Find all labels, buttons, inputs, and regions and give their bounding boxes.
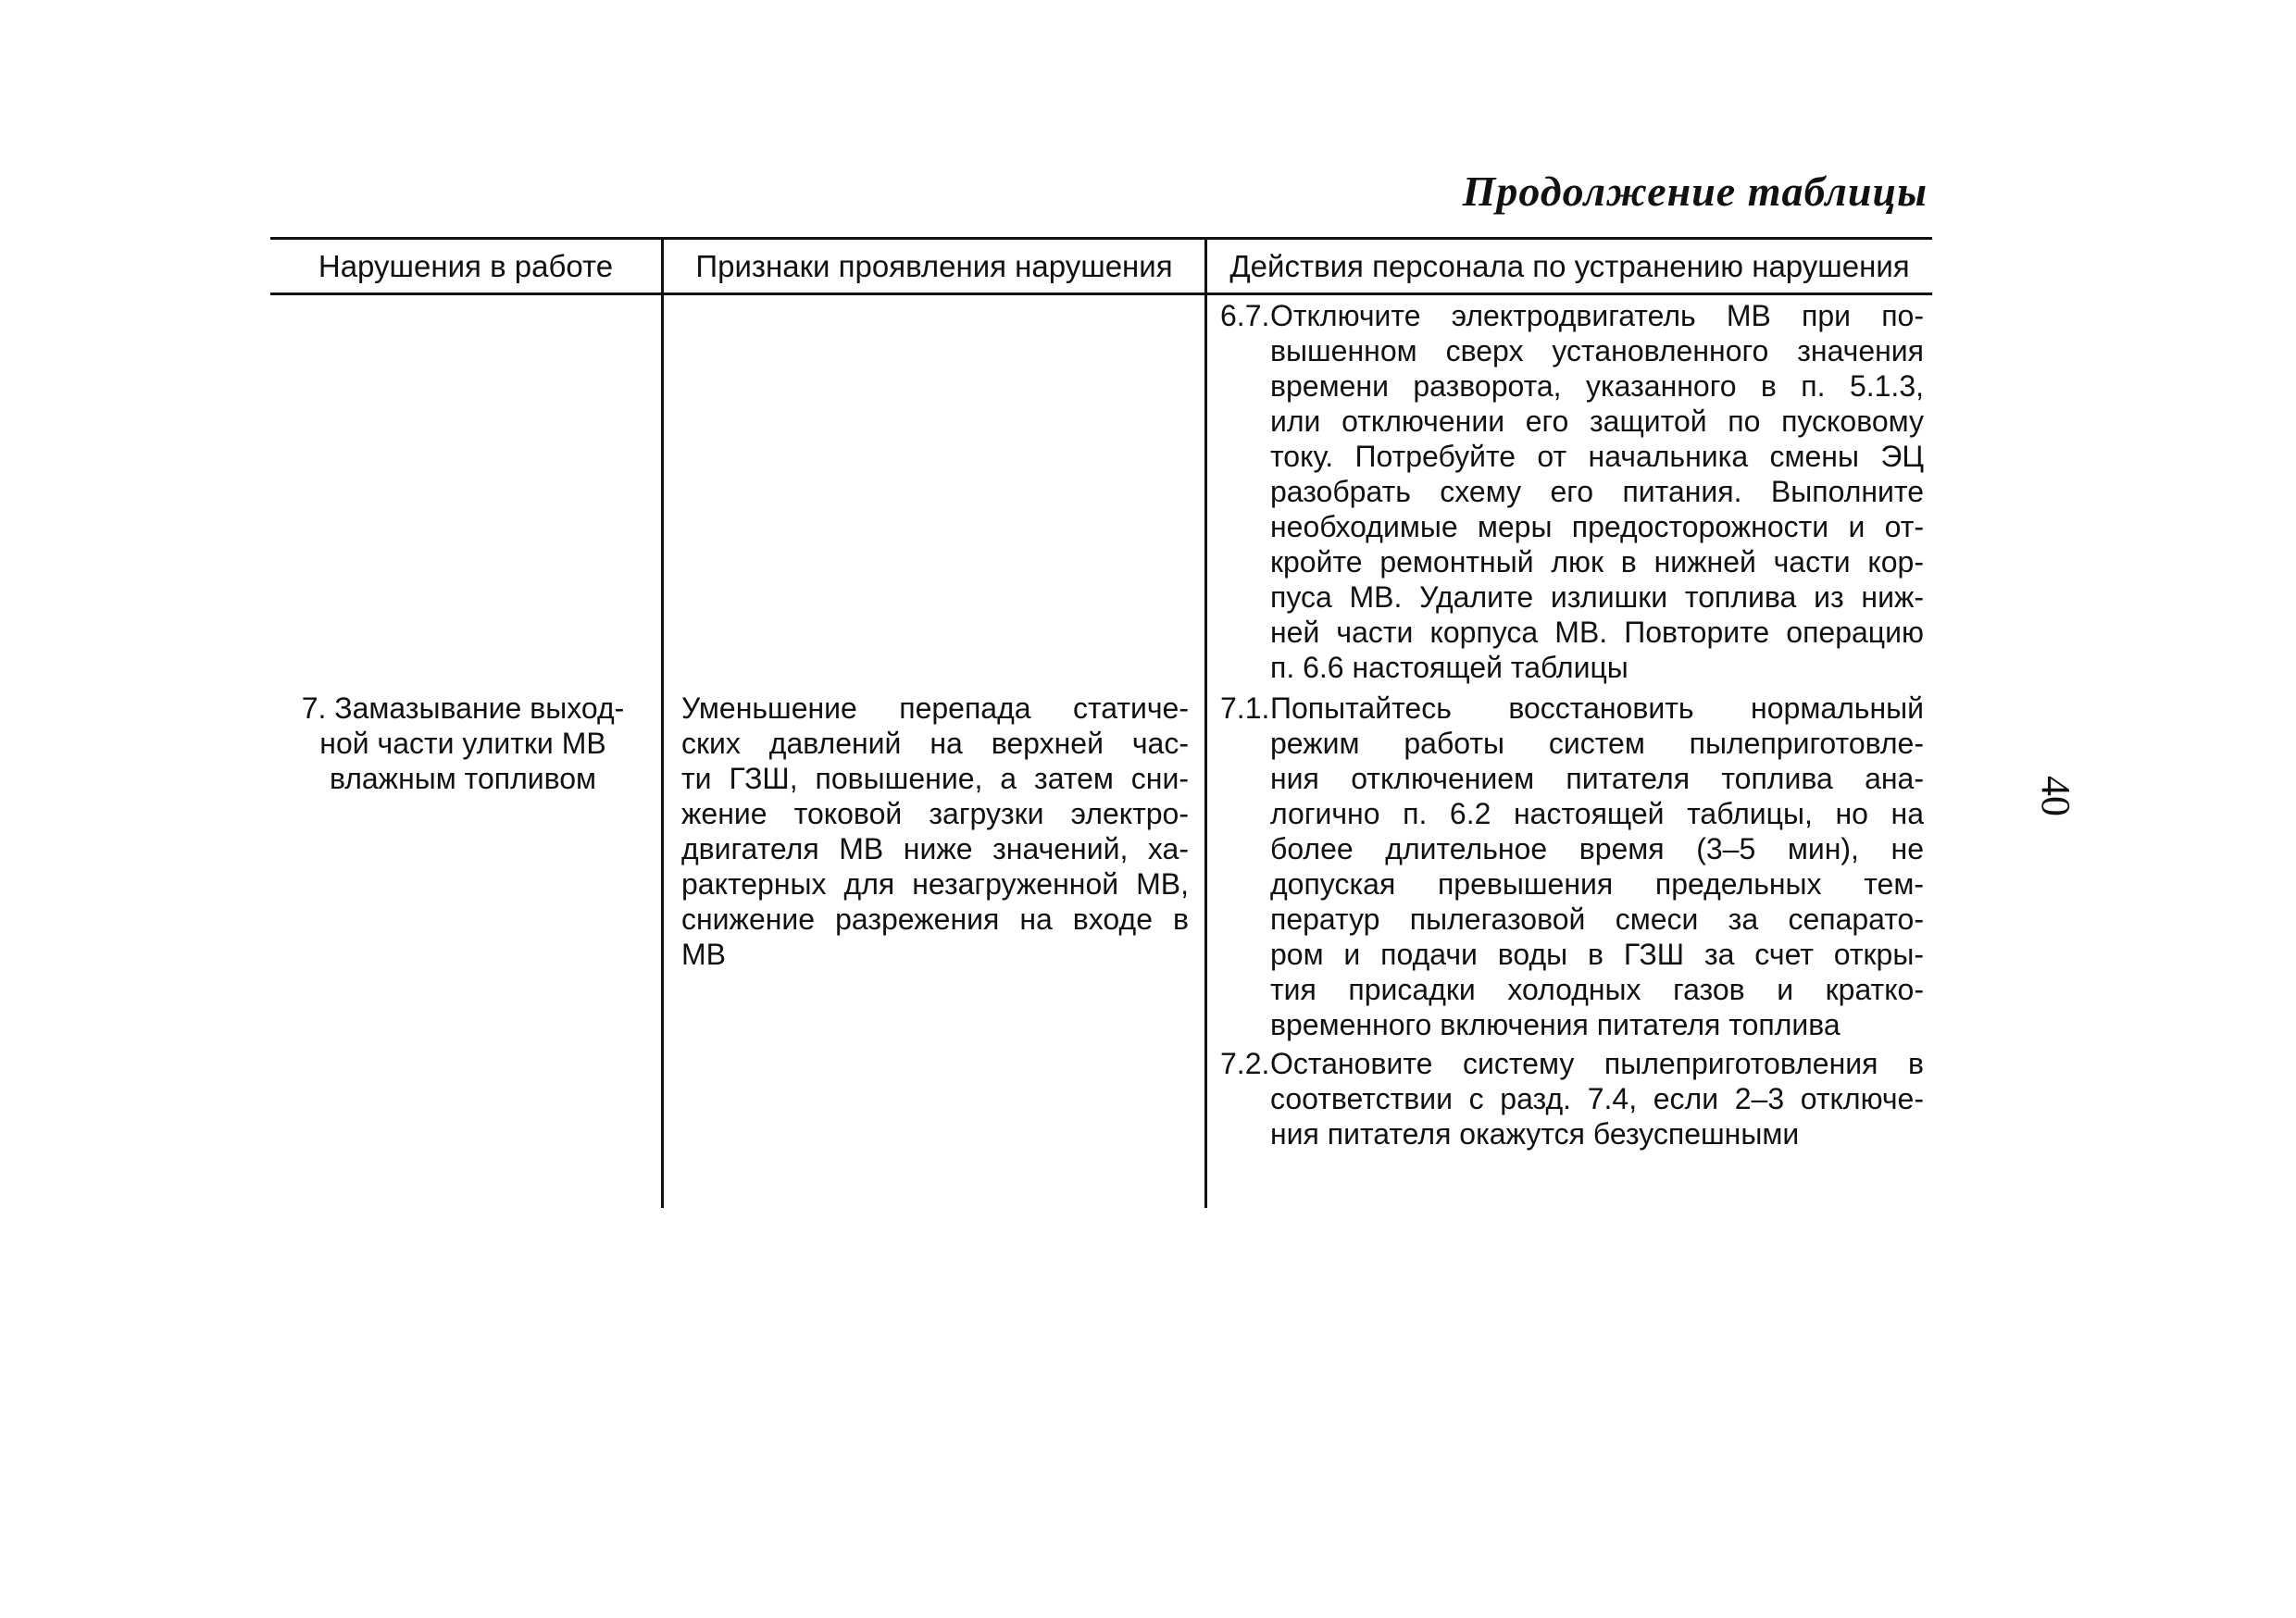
action-line: разобрать схему его питания. Выполните (1270, 475, 1924, 508)
violation-line: влажным топливом (329, 762, 597, 795)
signs-line: ских давлений на верхней час- (681, 727, 1189, 760)
violation-cell (278, 691, 648, 796)
violation-line: 7. Замазывание выход- (301, 691, 625, 725)
action-line: вышенном сверх установленного значения (1270, 334, 1924, 367)
action-number: 7.1. (1220, 691, 1270, 725)
action-line: допуская превышения предельных тем- (1270, 867, 1924, 901)
action-line: ром и подачи воды в ГЗШ за счет откры- (1270, 938, 1924, 971)
signs-line: рактерных для незагруженной МВ, (681, 867, 1189, 901)
action-line: тия присадки холодных газов и кратко- (1270, 973, 1924, 1006)
action-line: логично п. 6.2 настоящей таблицы, но на (1270, 797, 1924, 830)
action-line: Попытайтесь восстановить нормальный (1270, 691, 1924, 725)
action-line: Отключите электродвигатель МВ при по- (1270, 299, 1924, 332)
action-line: ней части корпуса МВ. Повторите операцию (1270, 616, 1924, 649)
action-number: 7.2. (1220, 1047, 1270, 1080)
signs-line: Уменьшение перепада статиче- (681, 691, 1189, 725)
action-line: необходимые меры предосторожности и от- (1270, 510, 1924, 543)
page-number: 40 (2033, 776, 2078, 816)
header-violations: Нарушения в работе (318, 249, 614, 283)
action-line: ператур пылегазовой смеси за сепарато- (1270, 902, 1924, 936)
action-line: более длительное время (3–5 мин), не (1270, 832, 1924, 865)
table-header-rule (270, 292, 1932, 295)
signs-line: снижение разрежения на входе в (681, 902, 1189, 936)
action-line: пуса МВ. Удалите излишки топлива из ниж- (1270, 580, 1924, 614)
action-line: п. 6.6 настоящей таблицы (1270, 651, 1628, 684)
action-line: Остановите систему пылеприготовления в (1270, 1047, 1924, 1080)
signs-line: жение токовой загрузки электро- (681, 797, 1189, 830)
action-line: току. Потребуйте от начальника смены ЭЦ (1270, 440, 1924, 473)
action-line: или отключении его защитой по пусковому (1270, 404, 1924, 438)
header-signs: Признаки проявления нарушения (695, 249, 1173, 283)
signs-cell (681, 691, 1189, 972)
table-caption: Продолжение таблицы (1462, 168, 1928, 215)
violation-line: ной части улитки МВ (319, 727, 606, 760)
action-line: ния питателя окажутся безуспешными (1270, 1117, 1800, 1151)
action-line: временного включения питателя топлива (1270, 1008, 1841, 1041)
action-line: кройте ремонтный люк в нижней части кор- (1270, 545, 1924, 579)
action-line: режим работы систем пылеприготовле- (1270, 727, 1924, 760)
signs-line: МВ (681, 938, 726, 971)
column-divider-2 (1204, 237, 1207, 1208)
action-line: соответствии с разд. 7.4, если 2–3 отключе- (1270, 1082, 1924, 1115)
action-number: 6.7. (1220, 299, 1270, 332)
action-line: времени разворота, указанного в п. 5.1.3, (1270, 369, 1924, 403)
signs-line: двигателя МВ ниже значений, ха- (681, 832, 1189, 865)
action-line: ния отключением питателя топлива ана- (1270, 762, 1924, 795)
signs-line: ти ГЗШ, повышение, а затем сни- (681, 762, 1189, 795)
header-actions: Действия персонала по устранению нарушения (1229, 249, 1910, 283)
column-divider-1 (661, 237, 664, 1208)
